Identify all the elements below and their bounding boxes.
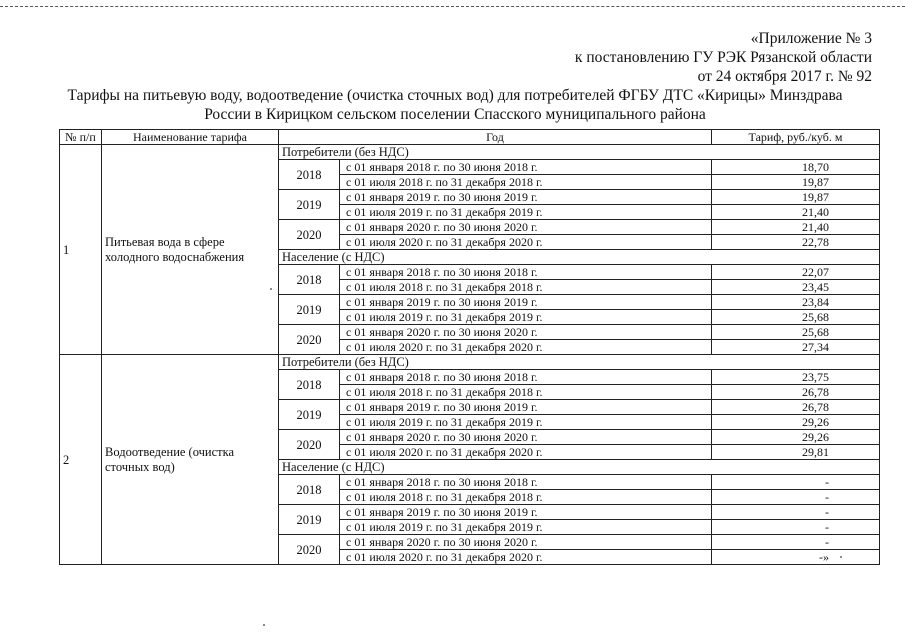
- year-cell: 2020: [279, 325, 340, 355]
- tariff-value-cell: -»: [712, 550, 880, 565]
- period-cell: с 01 января 2018 г. по 30 июня 2018 г.: [340, 160, 712, 175]
- year-cell: 2019: [279, 190, 340, 220]
- tariff-value-cell: 18,70: [712, 160, 880, 175]
- year-cell: 2020: [279, 535, 340, 565]
- appendix-line: от 24 октября 2017 г. № 92: [697, 68, 872, 85]
- period-cell: с 01 января 2020 г. по 30 июня 2020 г.: [340, 325, 712, 340]
- header-num: № п/п: [60, 130, 102, 145]
- tariff-name: Водоотведение (очистка сточных вод): [102, 355, 279, 565]
- tariff-value-cell: 22,78: [712, 235, 880, 250]
- period-cell: с 01 января 2020 г. по 30 июня 2020 г.: [340, 220, 712, 235]
- appendix-reference: [575, 29, 872, 86]
- scan-speck: [270, 288, 272, 290]
- period-cell: с 01 июля 2020 г. по 31 декабря 2020 г.: [340, 235, 712, 250]
- period-cell: с 01 января 2019 г. по 30 июня 2019 г.: [340, 295, 712, 310]
- tariff-value-cell: -: [712, 490, 880, 505]
- tariff-value-cell: 23,75: [712, 370, 880, 385]
- consumer-group-label: Население (с НДС): [279, 460, 880, 475]
- tariff-value-cell: 25,68: [712, 325, 880, 340]
- consumer-group-row: [60, 355, 880, 370]
- scan-speck: [840, 556, 842, 558]
- consumer-group-row: [60, 145, 880, 160]
- tariff-value-cell: 23,45: [712, 280, 880, 295]
- tariff-value-cell: 23,84: [712, 295, 880, 310]
- period-cell: с 01 июля 2018 г. по 31 декабря 2018 г.: [340, 280, 712, 295]
- period-cell: с 01 января 2018 г. по 30 июня 2018 г.: [340, 265, 712, 280]
- period-cell: с 01 января 2020 г. по 30 июня 2020 г.: [340, 430, 712, 445]
- period-cell: с 01 января 2019 г. по 30 июня 2019 г.: [340, 400, 712, 415]
- tariff-value-cell: 19,87: [712, 190, 880, 205]
- period-cell: с 01 июля 2019 г. по 31 декабря 2019 г.: [340, 415, 712, 430]
- title-line: России в Кирицком сельском поселении Спасского муниципального района: [204, 106, 706, 123]
- tariff-value-cell: -: [712, 535, 880, 550]
- table-body: [60, 145, 880, 565]
- tariff-value-cell: 19,87: [712, 175, 880, 190]
- consumer-group-label: Население (с НДС): [279, 250, 880, 265]
- row-number: 1: [60, 145, 102, 355]
- table-header-row: [60, 130, 880, 145]
- tariff-value-cell: 25,68: [712, 310, 880, 325]
- year-cell: 2018: [279, 160, 340, 190]
- year-cell: 2018: [279, 265, 340, 295]
- tariff-value-cell: -: [712, 475, 880, 490]
- tariff-value-cell: 26,78: [712, 385, 880, 400]
- period-cell: с 01 июля 2019 г. по 31 декабря 2019 г.: [340, 520, 712, 535]
- tariff-value-cell: 27,34: [712, 340, 880, 355]
- period-cell: с 01 января 2019 г. по 30 июня 2019 г.: [340, 505, 712, 520]
- row-number: 2: [60, 355, 102, 565]
- year-cell: 2018: [279, 370, 340, 400]
- year-cell: 2020: [279, 220, 340, 250]
- tariff-table: [59, 129, 880, 565]
- year-cell: 2019: [279, 505, 340, 535]
- tariff-value-cell: 21,40: [712, 205, 880, 220]
- tariff-value-cell: -: [712, 520, 880, 535]
- period-cell: с 01 июля 2020 г. по 31 декабря 2020 г.: [340, 445, 712, 460]
- consumer-group-label: Потребители (без НДС): [279, 355, 880, 370]
- consumer-group-label: Потребители (без НДС): [279, 145, 880, 160]
- period-cell: с 01 июля 2020 г. по 31 декабря 2020 г.: [340, 340, 712, 355]
- scan-speck: [263, 624, 265, 626]
- year-cell: 2020: [279, 430, 340, 460]
- appendix-line: «Приложение № 3: [750, 30, 872, 47]
- header-name: Наименование тарифа: [102, 130, 279, 145]
- year-cell: 2019: [279, 400, 340, 430]
- period-cell: с 01 января 2019 г. по 30 июня 2019 г.: [340, 190, 712, 205]
- header-year: Год: [279, 130, 712, 145]
- period-cell: с 01 июля 2020 г. по 31 декабря 2020 г.: [340, 550, 712, 565]
- period-cell: с 01 июля 2019 г. по 31 декабря 2019 г.: [340, 310, 712, 325]
- tariff-value-cell: -: [712, 505, 880, 520]
- tariff-value-cell: 22,07: [712, 265, 880, 280]
- title-line: Тарифы на питьевую воду, водоотведение (очистка сточных вод) для потребителей ФГБУ ДТС «Кирицы» Минздрава: [67, 87, 843, 104]
- tariff-value-cell: 29,26: [712, 415, 880, 430]
- appendix-line: к постановлению ГУ РЭК Рязанской области: [574, 49, 872, 66]
- period-cell: с 01 июля 2019 г. по 31 декабря 2019 г.: [340, 205, 712, 220]
- period-cell: с 01 июля 2018 г. по 31 декабря 2018 г.: [340, 490, 712, 505]
- document-title: [60, 86, 850, 124]
- tariff-value-cell: 26,78: [712, 400, 880, 415]
- header-tariff: Тариф, руб./куб. м: [712, 130, 880, 145]
- scan-edge-line: [0, 6, 905, 7]
- tariff-value-cell: 29,26: [712, 430, 880, 445]
- tariff-value-cell: 29,81: [712, 445, 880, 460]
- period-cell: с 01 января 2020 г. по 30 июня 2020 г.: [340, 535, 712, 550]
- year-cell: 2018: [279, 475, 340, 505]
- period-cell: с 01 июля 2018 г. по 31 декабря 2018 г.: [340, 385, 712, 400]
- period-cell: с 01 июля 2018 г. по 31 декабря 2018 г.: [340, 175, 712, 190]
- period-cell: с 01 января 2018 г. по 30 июня 2018 г.: [340, 475, 712, 490]
- tariff-value-cell: 21,40: [712, 220, 880, 235]
- tariff-name: Питьевая вода в сфере холодного водоснабжения: [102, 145, 279, 355]
- year-cell: 2019: [279, 295, 340, 325]
- period-cell: с 01 января 2018 г. по 30 июня 2018 г.: [340, 370, 712, 385]
